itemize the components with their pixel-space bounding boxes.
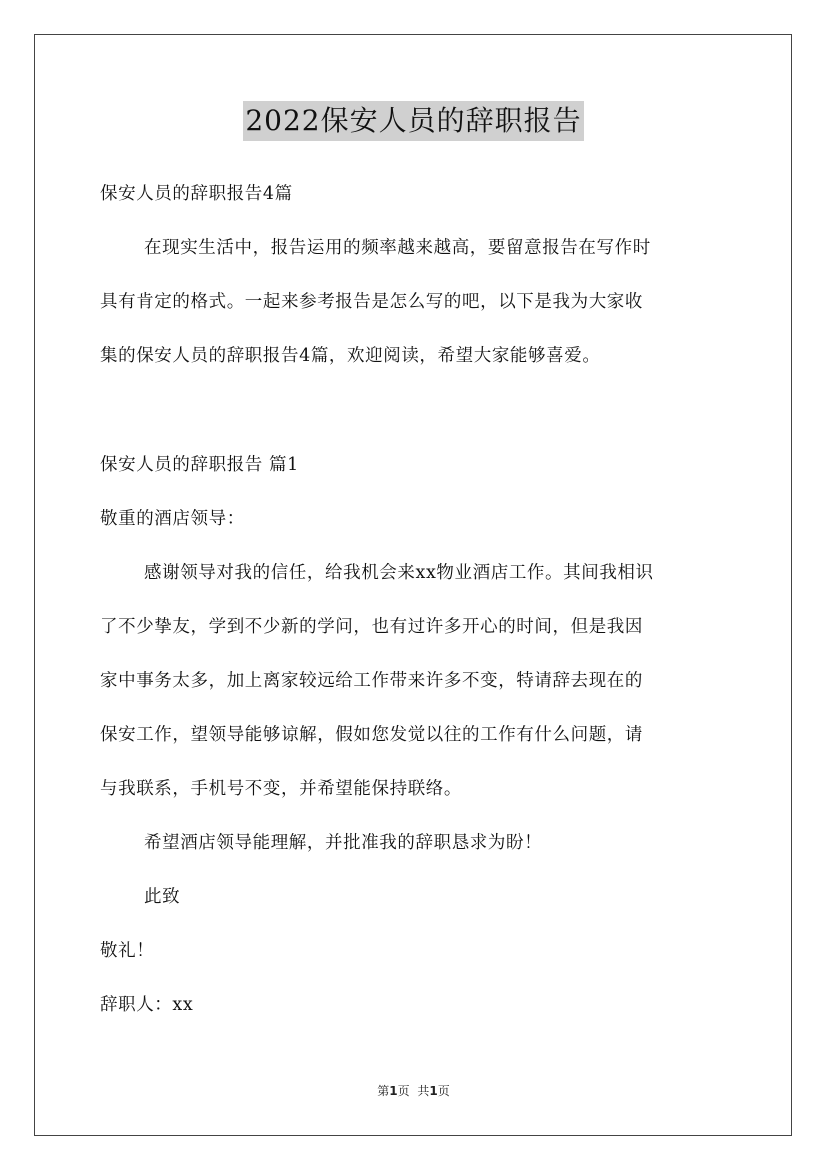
footer-page-suffix: 页 (397, 1084, 410, 1098)
request-line: 希望酒店领导能理解，并批准我的辞职恳求为盼！ (144, 833, 543, 853)
page-footer (0, 1083, 827, 1099)
closing-salute: 敬礼！ (100, 941, 155, 961)
footer-total-suffix: 页 (437, 1084, 450, 1098)
footer-total-pages: 1 (429, 1084, 438, 1098)
footer-page-prefix: 第 (377, 1084, 390, 1098)
intro-line-1: 在现实生活中，报告运用的频率越来越高，要留意报告在写作时 (144, 238, 651, 258)
body-line-5: 与我联系，手机号不变，并希望能保持联络。 (100, 779, 462, 799)
intro-line-2: 具有肯定的格式。一起来参考报告是怎么写的吧，以下是我为大家收 (100, 292, 643, 312)
document-title (0, 100, 827, 141)
signature-line: 辞职人：xx (100, 995, 194, 1015)
document-title-text: 2022保安人员的辞职报告 (243, 101, 583, 141)
closing-respectfully: 此致 (144, 887, 181, 907)
section-heading: 保安人员的辞职报告 篇1 (100, 455, 299, 475)
intro-line-3: 集的保安人员的辞职报告4篇，欢迎阅读，希望大家能够喜爱。 (100, 346, 601, 366)
salutation: 敬重的酒店领导： (100, 509, 245, 529)
body-line-4: 保安工作，望领导能够谅解，假如您发觉以往的工作有什么问题，请 (100, 725, 643, 745)
footer-total-prefix: 共 (417, 1084, 430, 1098)
document-subtitle: 保安人员的辞职报告4篇 (100, 184, 293, 204)
footer-page-number: 1 (389, 1084, 398, 1098)
body-line-2: 了不少挚友，学到不少新的学问，也有过许多开心的时间，但是我因 (100, 617, 643, 637)
body-line-3: 家中事务太多，加上离家较远给工作带来许多不变，特请辞去现在的 (100, 671, 643, 691)
body-line-1: 感谢领导对我的信任，给我机会来xx物业酒店工作。其间我相识 (144, 563, 654, 583)
